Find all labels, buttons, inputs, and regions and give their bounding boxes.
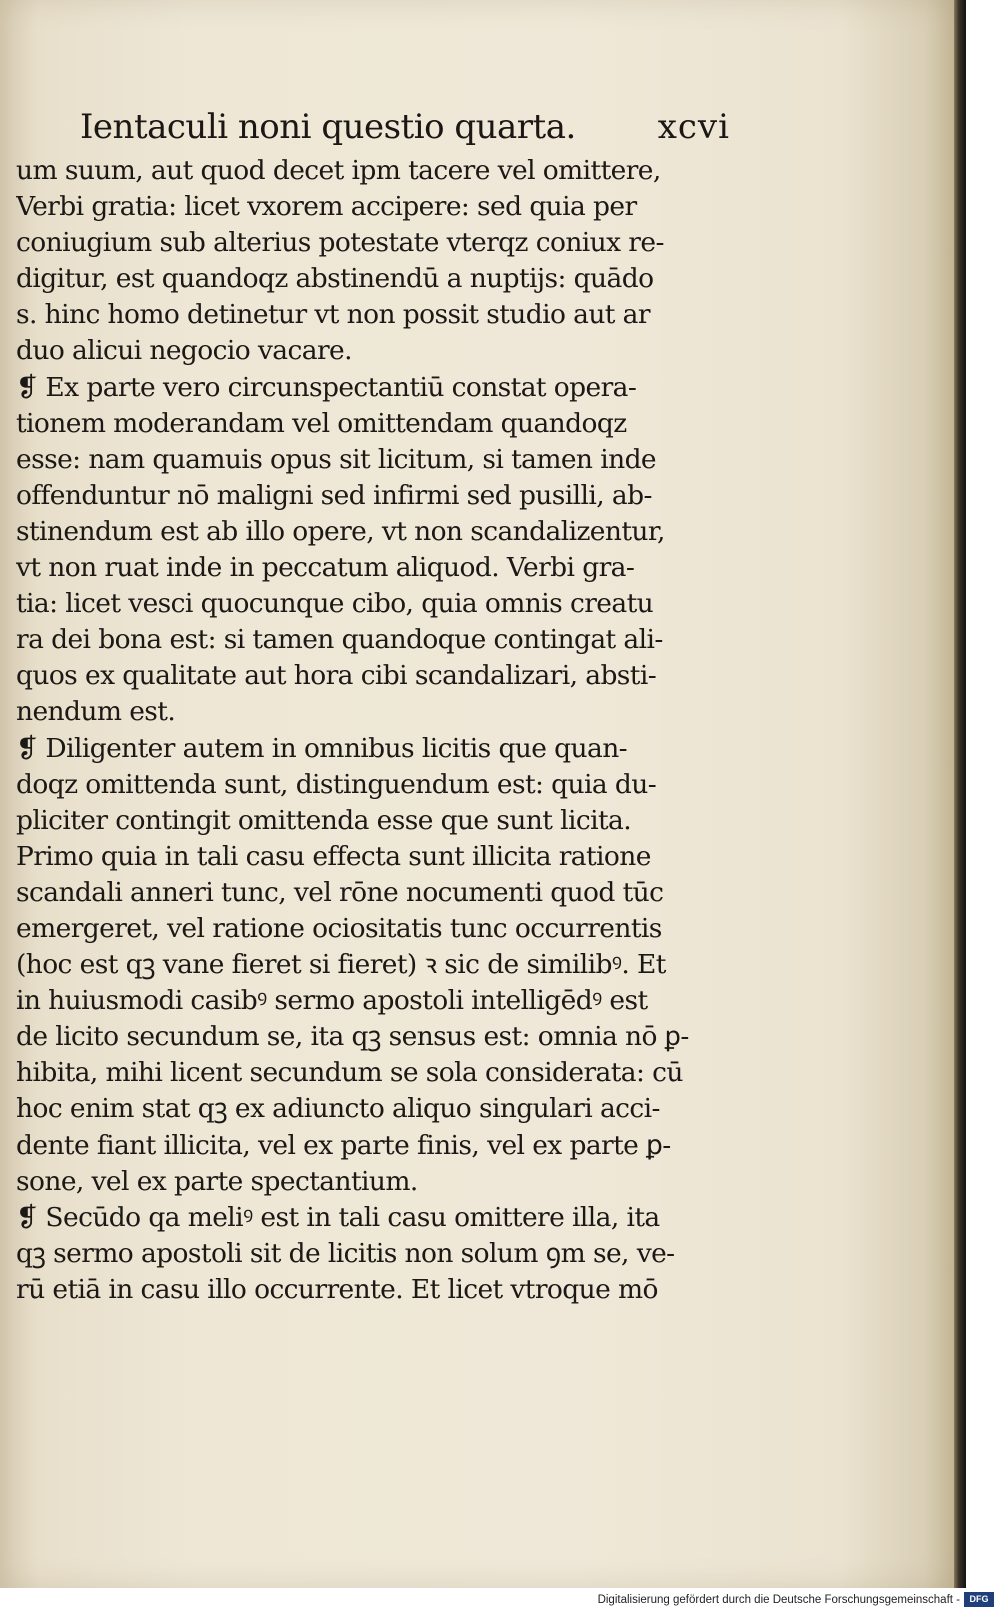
text-line: offenduntur nō maligni sed infirmi sed pusilli, ab-: [16, 479, 652, 511]
text-line: in huiusmodi casibꝰ sermo apostoli intelligēdꝰ est: [16, 985, 648, 1017]
text-line: hibita, mihi licent secundum se sola considerata: cū: [16, 1057, 683, 1089]
text-line: esse: nam quamuis opus sit licitum, si tamen inde: [16, 443, 657, 475]
text-line: rū etiā in casu illo occurrente. Et licet vtroque mō: [16, 1273, 658, 1305]
text-line: vt non ruat inde in peccatum aliquod. Verbi gra-: [16, 552, 635, 584]
text-block: [16, 153, 736, 1308]
text-line: stinendum est ab illo opere, vt non scandalizentur,: [16, 515, 665, 547]
text-line: sone, vel ex parte spectantium.: [16, 1165, 418, 1197]
text-line: um suum, aut quod decet ipm tacere vel omittere,: [16, 155, 661, 186]
text-line: nendum est.: [16, 696, 176, 728]
text-line: digitur, est quandoqz abstinendū a nuptijs: quādo: [16, 263, 654, 295]
text-line: ra dei bona est: si tamen quandoque contingat ali-: [16, 624, 663, 656]
text-line: scandali anneri tunc, vel rōne nocumenti quod tūc: [16, 876, 664, 908]
folio-number: xcvi: [657, 107, 730, 147]
page-edge-shadow: [954, 0, 966, 1588]
text-line: ❡ Diligenter autem in omnibus licitis que quan-: [16, 732, 628, 764]
text-line: Verbi gratia: licet vxorem accipere: sed quia per: [16, 191, 637, 223]
text-line: (hoc est qꝫ vane fieret si fieret) ꝛ sic de similibꝰ. Et: [16, 949, 666, 981]
text-line: Primo quia in tali casu effecta sunt illicita ratione: [16, 840, 651, 872]
text-line: doqz omittenda sunt, distinguendum est: quia du-: [16, 768, 657, 800]
text-line: ❡ Ex parte vero circunspectantiū constat opera-: [16, 371, 637, 403]
text-line: hoc enim stat qꝫ ex adiuncto aliquo singulari acci-: [16, 1093, 660, 1125]
text-line: emergeret, vel ratione ociositatis tunc occurrentis: [16, 912, 662, 944]
funding-credit: Digitalisierung gefördert durch die Deutsche Forschungsgemeinschaft -: [597, 1594, 960, 1606]
dfg-logo: DFG: [964, 1592, 994, 1607]
text-line: pliciter contingit omittenda esse que sunt licita.: [16, 804, 632, 836]
page-header: [80, 104, 730, 150]
text-line: duo alicui negocio vacare.: [16, 335, 352, 367]
text-line: de licito secundum se, ita qꝫ sensus est: omnia nō ꝑ-: [16, 1021, 689, 1053]
text-line: s. hinc homo detinetur vt non possit studio aut ar: [16, 299, 650, 331]
text-line: tia: licet vesci quocunque cibo, quia omnis creatu: [16, 588, 654, 620]
text-line: tionem moderandam vel omittendam quandoqz: [16, 407, 627, 439]
text-line: quos ex qualitate aut hora cibi scandalizari, absti-: [16, 660, 657, 692]
text-line: dente fiant illicita, vel ex parte finis, vel ex parte ꝑ-: [16, 1129, 671, 1161]
running-head: Ientaculi noni questio quarta.: [80, 107, 576, 147]
footer-bar: [0, 1589, 1000, 1612]
text-line: ❡ Secūdo qa meliꝰ est in tali casu omittere illa, ita: [16, 1201, 660, 1233]
text-line: qꝫ sermo apostoli sit de licitis non solum ꝯm se, ve-: [16, 1237, 675, 1269]
text-line: coniugium sub alterius potestate vterqz coniux re-: [16, 227, 664, 259]
